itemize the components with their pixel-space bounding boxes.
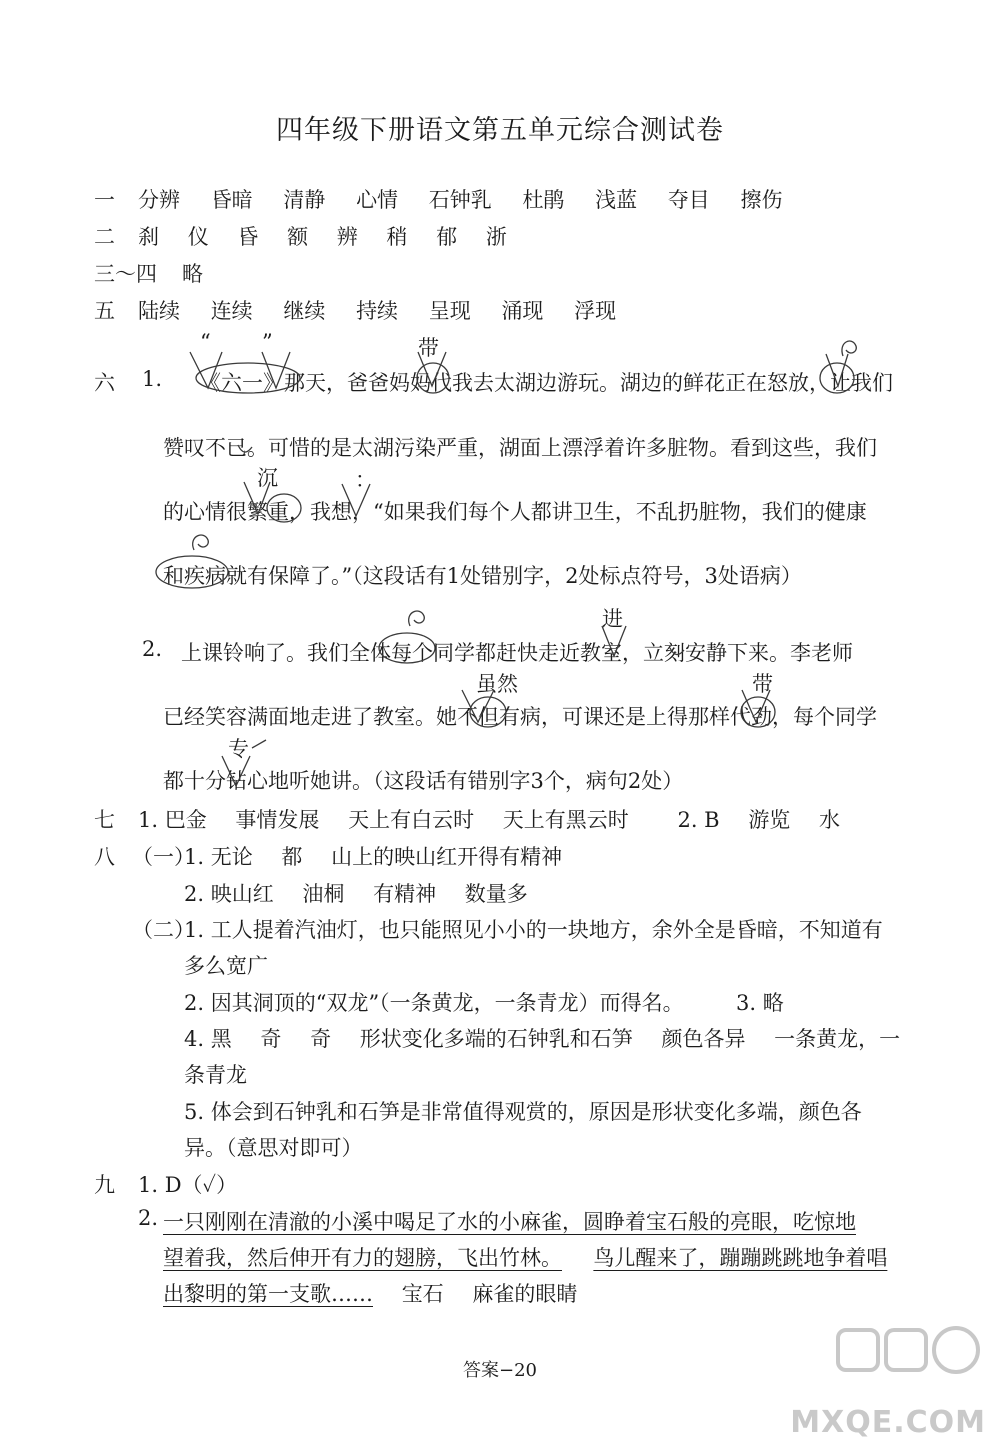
word: 陆续 — [138, 299, 180, 323]
correction-mark: ” — [262, 330, 273, 354]
answer: 4. 黑 — [184, 1027, 232, 1051]
underlined-sentence: 鸟儿醒来了，蹦蹦跳跳地争着唱 — [593, 1246, 888, 1270]
section-3-4-answer: 略 — [182, 262, 203, 286]
word: 分辨 — [138, 188, 180, 212]
word: 继续 — [283, 299, 326, 323]
group-2-q3: 3. 略 — [736, 991, 784, 1015]
answer: 1. 巴金 — [138, 808, 207, 832]
answer: 2. 映山红 — [184, 882, 274, 906]
answer: 形状变化多端的石钟乳和石笋 — [359, 1027, 633, 1051]
group-2-q1-line-1: 1. 工人提着汽油灯，也只能照见小小的一块地方，余外全是昏暗，不知道有 — [184, 918, 883, 942]
group-2-q2: 2. 因其洞顶的“双龙”（一条黄龙，一条青龙）而得名。 — [184, 991, 684, 1015]
answer: 奇 — [260, 1027, 282, 1051]
correction-mark: ： — [355, 468, 376, 492]
answer: 宝石 — [401, 1282, 444, 1306]
paragraph-line: 已经笑容满面地走进了教室。她不但有病，可课还是上得那样代劲，每个同学 — [163, 705, 877, 729]
paragraph-line: 都十分钻心地听她讲。（这段话有错别字3个，病句2处） — [163, 769, 684, 793]
answer: 数量多 — [464, 882, 528, 906]
paragraph-line: 《六一》那天，爸爸妈妈代我去太湖边游玩。湖边的鲜花正在怒放，让我们 — [200, 371, 893, 395]
group-2-q5-line-1: 5. 体会到石钟乳和石笋是非常值得观赏的，原因是形状变化多端，颜色各 — [184, 1100, 862, 1124]
page-number: 答案−20 — [463, 1360, 537, 1381]
paragraph-line: 和疾病就有保障了。”（这段话有1处错别字，2处标点符号，3处语病） — [163, 564, 802, 588]
answer: 奇 — [310, 1027, 332, 1051]
section-9-q2-number: 2. — [138, 1206, 159, 1230]
word: 涌现 — [501, 299, 544, 323]
word: 连续 — [210, 299, 253, 323]
correction-mark: 带 — [418, 336, 439, 360]
section-6-number: 六 — [94, 371, 115, 395]
answer: 2. B — [677, 808, 720, 832]
answer: 1. 无论 — [184, 845, 253, 869]
answer: 游览 — [748, 808, 791, 832]
answer: 麻雀的眼睛 — [472, 1282, 578, 1306]
correction-mark: 沉 — [257, 466, 278, 490]
answer: 颜色各异 — [661, 1027, 746, 1051]
section-9-number: 九 — [94, 1173, 115, 1197]
char: 稍 — [386, 225, 408, 249]
paragraph-line: 上课铃响了。我们全体每个同学都赶快走近教室，立刻安静下来。李老师 — [181, 641, 853, 665]
section-3-4-number: 三～四 — [94, 262, 157, 286]
word: 夺目 — [667, 188, 710, 212]
correction-mark: 虽然 — [476, 672, 518, 696]
correction-mark: “ — [200, 330, 211, 354]
char: 昏 — [237, 225, 259, 249]
section-8-number: 八 — [94, 845, 115, 869]
word: 持续 — [356, 299, 399, 323]
section-6-item-1-number: 1. — [142, 367, 163, 391]
paragraph-line: 赞叹不已。可惜的是太湖污染严重，湖面上漂浮着许多脏物。看到这些，我们 — [163, 436, 877, 460]
section-9-q1: 1. D（✓） — [138, 1173, 238, 1197]
correction-mark: 带 — [752, 672, 773, 696]
answer: 油桐 — [302, 882, 345, 906]
answer: 天上有白云时 — [348, 808, 475, 832]
word: 杜鹃 — [522, 188, 565, 212]
section-6-item-2-number: 2. — [142, 637, 163, 661]
correction-mark: 专 — [228, 737, 249, 761]
char: 辨 — [336, 225, 358, 249]
answer: 一条黄龙，一 — [774, 1027, 901, 1051]
char: 额 — [287, 225, 309, 249]
word: 清静 — [283, 188, 326, 212]
group-2-q1-line-2: 多么宽广 — [184, 954, 268, 978]
page-title: 四年级下册语文第五单元综合测试卷 — [276, 115, 724, 146]
answer: 山上的映山红开得有精神 — [331, 845, 563, 869]
answer: 有精神 — [373, 882, 437, 906]
word: 心情 — [356, 188, 399, 212]
section-1-number: 一 — [94, 188, 115, 212]
char: 仪 — [187, 225, 209, 249]
char: 郁 — [436, 225, 458, 249]
underlined-sentence: 出黎明的第一支歌…… — [163, 1282, 373, 1306]
word: 浮现 — [574, 299, 617, 323]
group-2-label: （二） — [132, 918, 195, 942]
char: 浙 — [485, 225, 507, 249]
word: 石钟乳 — [428, 188, 492, 212]
section-2-number: 二 — [94, 225, 115, 249]
answer: 都 — [281, 845, 303, 869]
char: 刹 — [138, 225, 159, 249]
correction-mark: 进 — [602, 607, 623, 631]
watermark-logo — [828, 1318, 988, 1418]
answer: 事情发展 — [235, 808, 320, 832]
word: 擦伤 — [740, 188, 783, 212]
answer: 天上有黑云时 — [502, 808, 629, 832]
group-2-q4-line-2: 条青龙 — [184, 1063, 247, 1087]
underlined-sentence: 望着我，然后伸开有力的翅膀，飞出竹林。 — [163, 1246, 562, 1270]
group-1-label: （一） — [132, 845, 195, 869]
paragraph-line: 的心情很繁重，我想，“如果我们每个人都讲卫生，不乱扔脏物，我们的健康 — [163, 500, 867, 524]
word: 呈现 — [428, 299, 471, 323]
section-5-number: 五 — [94, 299, 115, 323]
answer: 水 — [819, 808, 840, 832]
underlined-sentence: 一只刚刚在清澈的小溪中喝足了水的小麻雀，圆睁着宝石般的亮眼，吃惊地 — [163, 1210, 856, 1234]
section-7-number: 七 — [94, 808, 115, 832]
watermark-text: MXQE.COM — [790, 1405, 986, 1440]
word: 浅蓝 — [595, 188, 638, 212]
word: 昏暗 — [210, 188, 253, 212]
group-2-q5-line-2: 异。（意思对即可） — [184, 1136, 363, 1160]
